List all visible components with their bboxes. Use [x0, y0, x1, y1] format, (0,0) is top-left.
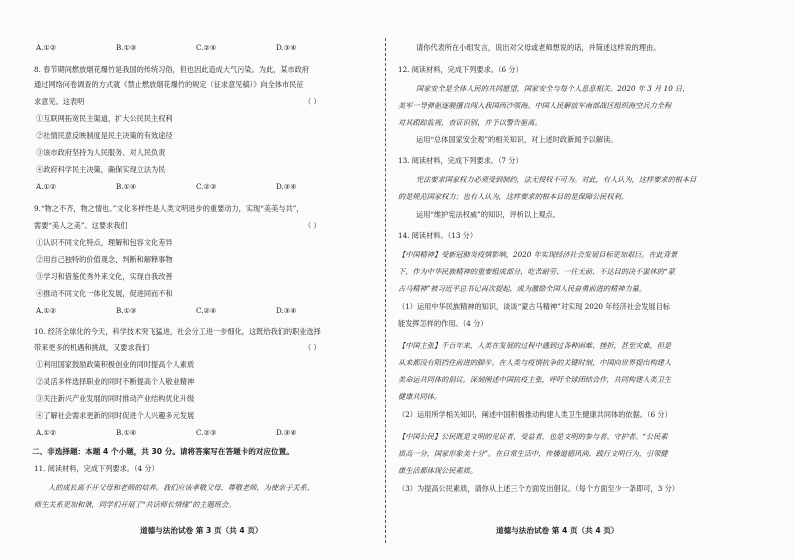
q8-option-c: C.②③: [196, 182, 217, 191]
q10-stem-line: 带来更多的机遇和挑战，又要求我们: [34, 343, 150, 352]
q10-option-b: B.①④: [116, 428, 137, 437]
q14-material-3-line: 【中国公民】公民既是文明的见证者、受益者，也是文明的参与者、守护者。“公民素: [398, 432, 668, 441]
q14-material-3-line: 质高一分，国家形象美十分”。在日常生活中，传播道德风尚、践行文明行为，引领健: [398, 449, 668, 458]
q12-material-line: 国家安全是全体人民的共同愿望，国家安全与每个人息息相关。2020 年 3 月 10 日，: [416, 84, 690, 93]
page-3-footer: 道德与法治试卷 第 3 页（共 4 页）: [140, 526, 263, 535]
q9-option-d: D.③④: [276, 306, 297, 315]
q11-material-line: 师生关系更加和谐，同学们开展了“共话师长情缘”的主题班会。: [34, 500, 236, 509]
q13-task: 运用“维护宪法权威”的知识，评析以上观点。: [416, 210, 560, 219]
q11-material-line: 人的成长离不开父母和老师的培养。我们应该孝敬父母、尊敬老师，为使亲子关系、: [48, 483, 314, 492]
q9-item: ④推动不同文化一体化发展，促进同而不和: [36, 289, 173, 298]
q14-material-2-line: 类命运共同体的倡议。深刻阐述中国抗疫主张，呼吁全球团结合作，共同构建人类卫生: [398, 375, 672, 384]
q10-option-c: C.②③: [196, 428, 217, 437]
q9-option-c: C.②④: [196, 306, 217, 315]
q9-item: ①认识不同文化特点，理解和包容文化差异: [36, 238, 173, 247]
q9-stem-line: 需要“美人之美”。这要求我们: [34, 221, 128, 230]
q8-stem-line: 求意见。这表明: [34, 97, 85, 106]
option-a: A.①②: [36, 43, 57, 52]
q12-material-line: 美军一导弹驱逐舰擅自闯入我国西沙领海。中国人民解放军南部战区组织海空兵力全程: [398, 101, 672, 110]
section-2-heading: 二、非选择题：本题 4 个小题，共 30 分。请将答案写在答题卡的对应位置。: [32, 447, 294, 456]
q14-material-2-line: 健康共同体。: [398, 392, 442, 401]
q10-item: ②灵活多样选择职业的同时不断提高个人敬业精神: [36, 377, 195, 386]
q13-material-line: 宪法要求国家权力必须受到制约，法无授权不可为。对此，有人认为，这样要求的根本目: [416, 175, 697, 184]
q8-item: ③该市政府坚持为人民服务、对人民负责: [36, 148, 166, 157]
q9-stem-line: 9.“物之不齐，物之情也。”文化多样性是人类文明进步的重要动力，实现“美美与共”，: [34, 204, 304, 213]
answer-paren: （ ）: [304, 343, 321, 352]
q8-option-a: A.①②: [36, 182, 57, 191]
q12-task: 运用“总体国家安全观”的相关知识，对上述时政新闻予以解读。: [416, 135, 618, 144]
q8-stem-line: 通过网络问卷调查的方式就《禁止燃放烟花爆竹的规定（征求意见稿）》向全体市民征: [34, 80, 304, 89]
q14-task-1: 能发挥怎样的作用。（4 分）: [398, 319, 488, 328]
q9-option-b: B.①③: [116, 306, 137, 315]
q14-material-1-line: 下，作为中华民族精神的重要组成部分，吃苦耐劳、一往无前、不达目的决不罢休的“蒙: [398, 267, 675, 276]
q12-stem: 12. 阅读材料，完成下列要求。（6 分）: [398, 65, 523, 74]
column-divider: [385, 38, 386, 543]
q14-material-1-line: 【中国精神】受新冠肺炎疫情影响，2020 年实现经济社会发展目标更加艰巨。在此背景: [398, 250, 678, 259]
q8-item: ①互联网拓宽民主渠道，扩大公民民主权利: [36, 114, 173, 123]
q10-item: ①利用国家鼓励政策积极创业的同时提高个人素质: [36, 360, 195, 369]
option-d: D.③④: [276, 43, 297, 52]
q14-material-2-line: 从来都没有阻挡住前进的脚步。在人类与疫情抗争的关键时刻，中国向世界提出构建人: [398, 358, 672, 367]
q8-item: ④政府科学民主决策，确保实现立法为民: [36, 165, 166, 174]
q10-item: ③关注新兴产业发展的同时推动产业结构优化升级: [36, 394, 195, 403]
q12-material-line: 对其跟踪监视、查证识别，并予以警告驱离。: [398, 118, 542, 127]
q8-option-d: D.③④: [276, 182, 297, 191]
q10-stem-line: 10. 经济全球化的今天，科学技术突飞猛进，社会分工进一步细化，这既给我们的职业选择: [34, 327, 321, 336]
q11-task: 请你代表所在小组发言，说出对父母或老师想说的话，并简述这样说的理由。: [416, 43, 661, 52]
q9-option-a: A.①②: [36, 306, 57, 315]
q10-item: ④了解社会需求更新的同时促进个人兴趣多元发展: [36, 411, 195, 420]
q14-task-2: （2）运用所学相关知识，阐述中国积极推动构建人类卫生健康共同体的依据。（6 分）: [398, 410, 672, 419]
q8-item: ②社情民意反映制度是民主决策的有效途径: [36, 131, 173, 140]
q9-item: ③学习和借鉴优秀外来文化，实现自我改善: [36, 272, 173, 281]
q10-option-d: D.③④: [276, 428, 297, 437]
page-4-footer: 道德与法治试卷 第 4 页（共 4 页）: [496, 526, 619, 535]
q8-option-b: B.①④: [116, 182, 137, 191]
answer-paren: （ ）: [304, 97, 321, 106]
q14-task-1: （1）运用中华民族精神的知识，谈谈“蒙古马精神”对实现 2020 年经济社会发展目标: [398, 302, 670, 311]
q10-option-a: A.①②: [36, 428, 57, 437]
q14-stem: 14. 阅读材料。（13 分）: [398, 231, 478, 240]
q14-material-2-line: 【中国主张】千百年来，人类在发展的过程中遇到过各种困难、挫折，甚至灾难，但是: [398, 341, 672, 350]
q14-task-3: （3）为提高公民素质，请你从上述三个方面发出倡议。（每个方面至少一条即可，3 分）: [398, 484, 679, 493]
answer-paren: （ ）: [304, 221, 321, 230]
q14-material-1-line: 古马精神”被习近平总书记再次提起，成为激励全国人民奋勇前进的精神力量。: [398, 284, 647, 293]
q9-item: ②用自己独特的价值观念，判断和解释事物: [36, 255, 173, 264]
q13-material-line: 的是规范国家权力；也有人认为，这样要求的根本目的是保障公民权利。: [398, 192, 629, 201]
q13-stem: 13. 阅读材料，完成下列要求。（7 分）: [398, 156, 523, 165]
option-b: B.①③: [116, 43, 137, 52]
q14-material-3-line: 康生活都体现公民素质。: [398, 466, 478, 475]
q11-stem: 11. 阅读材料，完成下列要求。（4 分）: [34, 464, 159, 473]
q8-stem-line: 8. 春节期间燃放烟花爆竹是我国的传统习俗，但也因此造成大气污染。为此，某市政府: [34, 65, 310, 74]
option-c: C.②④: [196, 43, 217, 52]
